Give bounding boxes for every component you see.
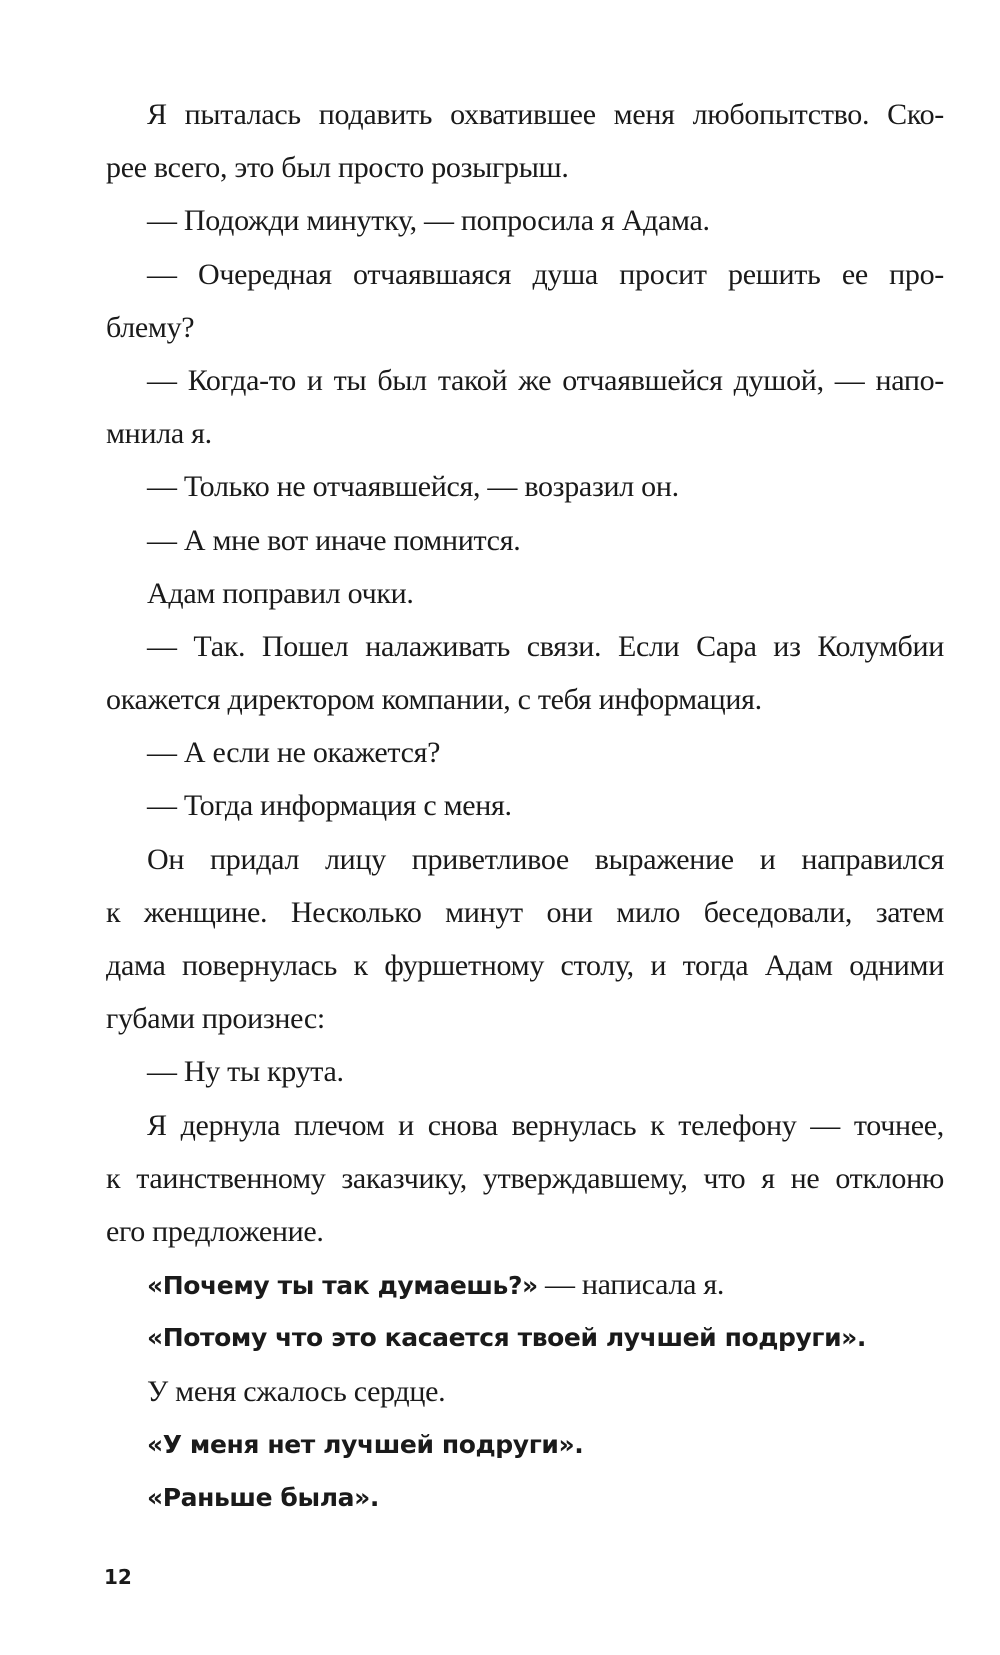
text-line: — Подожди минутку, — попросила я Адама.: [147, 204, 710, 238]
text-line: — Так. Пошел налаживать связи. Если Сара из Колумбии: [147, 629, 944, 663]
text-line: губами произнес:: [106, 1002, 325, 1036]
text-line: Адам поправил очки.: [147, 576, 414, 610]
page-number: 12: [104, 1565, 132, 1589]
text-line: дама повернулась к фуршетному столу, и тогда Адам одними: [106, 949, 944, 982]
text-line: У меня сжалось сердце.: [147, 1374, 446, 1408]
body-text: [106, 88, 944, 1524]
text-line: мнила я.: [106, 417, 212, 451]
narration-text: — написала я.: [537, 1268, 725, 1302]
text-line: Я пыталась подавить охватившее меня любопытство. Ско-: [147, 98, 944, 131]
text-line: — Когда-то и ты был такой же отчаявшейся душой, — напо-: [147, 363, 944, 397]
text-line: — Тогда информация с меня.: [147, 789, 512, 823]
text-line: Я дернула плечом и снова вернулась к телефону — точнее,: [147, 1108, 944, 1142]
text-line: окажется директором компании, с тебя информация.: [106, 683, 762, 717]
text-line: Он придал лицу приветливое выражение и направился: [147, 842, 944, 876]
text-line: к таинственному заказчику, утверждавшему, что я не отклоню: [106, 1161, 944, 1195]
text-line: — Ну ты крута.: [147, 1055, 344, 1089]
text-line: рее всего, это был просто розыгрыш.: [106, 151, 569, 185]
message-line: «Потому что это касается твоей лучшей подруги».: [147, 1323, 867, 1353]
text-line: — Только не отчаявшейся, — возразил он.: [147, 470, 679, 504]
text-line: — А мне вот иначе помнится.: [147, 523, 521, 557]
text-line: его предложение.: [106, 1214, 324, 1248]
message-line: [106, 1258, 944, 1311]
text-line: — Очередная отчаявшаяся душа просит решить ее про-: [147, 257, 944, 291]
text-line: к женщине. Несколько минут они мило беседовали, затем: [106, 895, 944, 929]
message-line: «Раньше была».: [147, 1482, 379, 1512]
text-line: — А если не окажется?: [147, 736, 441, 770]
text-line: блему?: [106, 310, 195, 344]
message-line: «У меня нет лучшей подруги».: [147, 1429, 584, 1459]
message-text: «Почему ты так думаешь?»: [147, 1271, 538, 1301]
